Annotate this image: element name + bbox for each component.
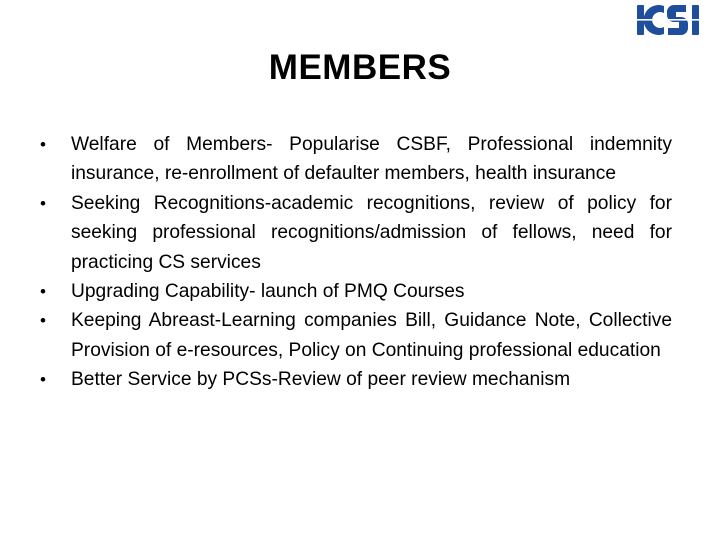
bullet-icon: • [40, 135, 46, 154]
bullet-icon: • [40, 370, 46, 390]
bullet-item-service [40, 365, 672, 394]
icsi-logo-icon [636, 2, 704, 38]
bullet-text: Upgrading Capability- launch of PMQ Courses [71, 281, 465, 303]
bullet-item-capability [40, 277, 672, 306]
bullet-text: Better Service by PCSs-Review of peer review mechanism [71, 369, 571, 391]
bullet-text: Keeping Abreast-Learning companies Bill, Guidance Note, Collective Provision of e-resources, Policy on Continuing professional education [71, 310, 672, 361]
slide-title-text: MEMBERS [268, 48, 452, 87]
bullet-icon: • [40, 311, 46, 331]
bullet-icon: • [40, 282, 46, 302]
bullet-icon: • [40, 193, 46, 213]
bullet-item-recognitions [40, 189, 672, 277]
bullet-text: Seeking Recognitions-academic recognitions, review of policy for seeking professional recognitions/admission of fellows, need for practicing CS services [71, 192, 672, 273]
bullet-item-welfare [40, 130, 672, 189]
slide-title [0, 44, 720, 92]
bullet-text: Welfare of Members- Popularise CSBF, Professional indemnity insurance, re-enrollment of defaulter members, health insurance [71, 134, 672, 185]
bullet-list [40, 130, 672, 395]
bullet-item-abreast [40, 306, 672, 365]
